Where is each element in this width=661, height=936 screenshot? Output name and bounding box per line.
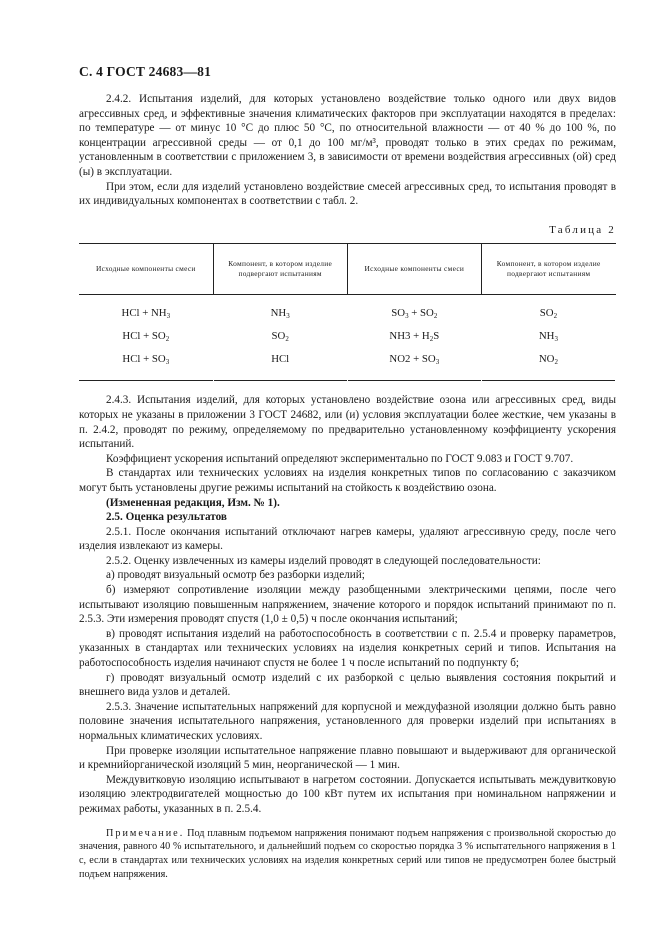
table-cell: $NH_3$ [270,306,290,320]
note [79,827,616,882]
table-cell: HCl + $SO_3$ [122,352,170,366]
table-cell: $NO_2$ [538,352,558,366]
list-item-b: б) измеряют сопротивление изоляции между разобщенными электрическими цепями, после чего испытывают изоляцию повышенным напряжением, значение которого и порядок испытаний принимают по п. 2.5.3. Эти измерения проводят спустя (1,0 ± 0,5) ч после окончания испытаний; [79,584,616,626]
note-label: Примечание. [106,827,185,839]
table-body [79,295,616,381]
paragraph-2-4-2: 2.4.2. Испытания изделий, для которых установлено воздействие только одного или двух видов агрессивных сред, и эффективные значения климатических факторов при эксплуатации находятся в пределах: по температуре — от минус 10 °С до плюс 50 °С, по относительной влажности — от 40 % до 100 %, по концентрации агрессивной среды — от 0,1 до 100 мг/м³, проводят только в этих средах по режимам, установленным в соответствии с приложением 3, в зависимости от времени воздействия агрессивных (ой) сред (ы) в эксплуатации. [79,93,616,178]
document-body [79,92,616,892]
table-header-cell: Компонент, в котором изделие подвергают испытаниям [213,244,347,295]
paragraph-2-4-3: 2.4.3. Испытания изделий, для которых установлено воздействие озона или агрессивных сред, виды которых не указаны в приложении 3 ГОСТ 24682, или (и) условия эксплуатации более жесткие, чем указаны в п. 2.4.2, проводят по режиму, определяемому по предварительно установленному коэффициенту ускорения испытаний. [79,394,616,451]
table-cell: $NO2 + SO_3$ [389,352,440,366]
table-cell: $SO_2$ [539,306,558,320]
table-caption: Таблица 2 [549,223,616,236]
list-item-a: а) проводят визуальный осмотр без разборки изделий; [106,569,365,582]
components-table [79,243,616,381]
paragraph-2-5-1: 2.5.1. После окончания испытаний отключают нагрев камеры, удаляют агрессивную среду, после чего изделия извлекают из камеры. [79,525,616,553]
table-cell: HCl + $SO_2$ [122,329,170,343]
table-cell: HCl [271,352,290,365]
amendment-note: (Измененная редакция, Изм. № 1). [106,496,280,509]
paragraph-standards: В стандартах или технических условиях на изделия конкретных типов по согласованию с заказчиком могут быть установлены другие режимы испытаний на стойкость к воздействию озона. [79,467,616,494]
table-header-cell: Исходные компоненты смеси [79,244,213,295]
list-item-g: г) проводят визуальный осмотр изделий с их разборкой с целью выявления состояния покрытий и внешнего вида узлов и деталей. [79,671,616,699]
paragraph-2-5-3: 2.5.3. Значение испытательных напряжений для корпусной и междуфазной изоляции должно быть равно половине значения испытательного напряжения, установленного для проверки изделий при испытаниях в нормальных климатических условиях. [79,700,616,742]
paragraph-coefficient: Коэффициент ускорения испытаний определяют экспериментально по ГОСТ 9.083 и ГОСТ 9.707. [106,452,574,465]
table-header-row [79,244,616,295]
page-header: С. 4 ГОСТ 24683—81 [79,64,212,79]
table-cell: $SO_3 + SO_2$ [391,306,438,320]
paragraph-interturn: Междувитковую изоляцию испытывают в нагретом состоянии. Допускается испытывать междувитковую изоляцию электродвигателей мощностью до 100 кВт путем их испытания при номинальном напряжении и режимах работы, указанных в п. 2.5.4. [79,773,616,815]
section-title: 2.5. Оценка результатов [106,511,227,524]
note-text: Под плавным подъемом напряжения понимают подъем напряжения с произвольной скоростью до значения, равного 40 % испытательного, и дальнейший подъем со скоростью порядка 3 % испытательного напряжения в 1 с, если в стандартах или технических условиях на изделия конкретных серий или типов не предусмотрен более быстрый подъем напряжения. [79,827,616,880]
table-row [79,347,616,381]
list-item-v: в) проводят испытания изделий на работоспособность в соответствии с п. 2.5.4 и проверку параметров, указанных в стандартах или технических условиях на изделия конкретных серий и типов. Испытания на работоспособность изделия начинают спустя не более 1 ч после испытаний по подпункту б; [79,627,616,670]
table-header-cell: Компонент, в котором изделие подвергают испытаниям [481,244,615,295]
table-row [79,324,616,347]
table-cell: $NH3 + H_2S$ [389,329,440,343]
table-row [79,295,616,325]
table-cell: $SO_2$ [271,329,289,343]
paragraph-2-5-2: 2.5.2. Оценку извлеченных из камеры изделий проводят в следующей последовательности: [106,554,541,567]
paragraph-mixtures: При этом, если для изделий установлено воздействие смесей агрессивных сред, то испытания проводят в их индивидуальных компонентах в соответствии с табл. 2. [79,180,616,208]
table-cell: HCl + $NH_3$ [121,306,171,320]
table-cell: $NH_3$ [538,329,558,343]
table-header-cell: Исходные компоненты смеси [347,244,481,295]
paragraph-insulation-check: При проверке изоляции испытательное напряжение плавно повышают и выдерживают для органической и кремнийорганической изоляций 5 мин, неорганической — 1 мин. [79,744,616,772]
